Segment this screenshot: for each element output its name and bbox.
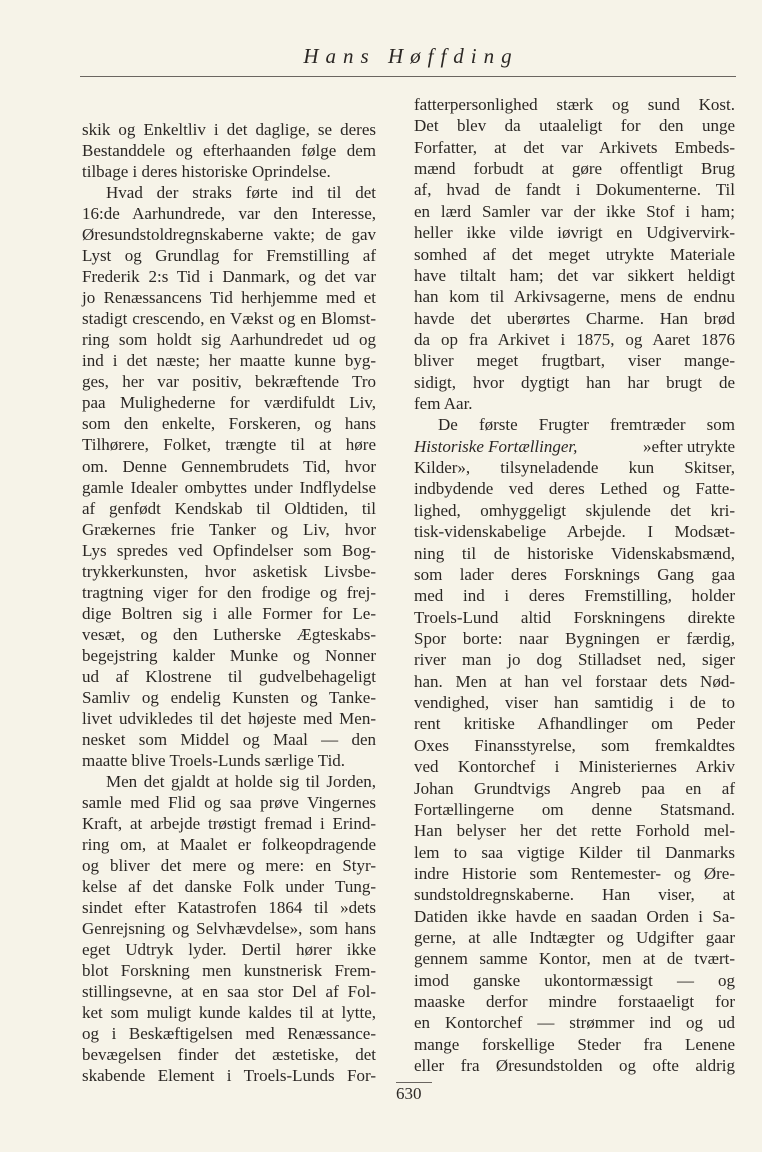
text-line: af, hvad de fandt i Dokumenterne. Til (414, 180, 735, 200)
text-line: kelse af det danske Folk under Tung- (82, 877, 376, 897)
text-line: skabende Element i Troels-Lunds For- (82, 1066, 376, 1086)
text-line: somhed af det meget utrykte Materiale (414, 244, 735, 264)
text-line: Grækernes frie Tanker og Liv, hvor (82, 519, 376, 539)
text-line: ket som muligt kunde kaldes til at lytte, (82, 1003, 376, 1023)
text-line: heller ikke vilde iøvrigt en Udgivervirk- (414, 223, 735, 243)
text-line: livet udvikledes til det højeste med Men- (82, 708, 376, 728)
text-line: 16:de Aarhundrede, var den Interesse, (82, 204, 376, 224)
text-line: eget Udtryk lyder. Dertil hører ikke (82, 940, 376, 960)
text-line: Øresundstoldregnskaberne vakte; de gav (82, 225, 376, 245)
text-line: Han belyser her det rette Forhold mel- (414, 821, 735, 841)
text-line: Oxes Finansstyrelse, som fremkaldtes (414, 735, 735, 755)
text-line: lem to saa vigtige Kilder til Danmarks (414, 842, 735, 862)
text-line: ud af Klostrene til gudvelbehageligt (82, 666, 376, 686)
text-line: Lys spredes ved Opfindelser som Bog- (82, 540, 376, 560)
text-line: dige Boltren sig i alle Former for Le- (82, 603, 376, 623)
text-line: Spor borte: naar Bygningen er færdig, (414, 628, 735, 648)
text-line: skik og Enkeltliv i det daglige, se deres (82, 120, 376, 139)
text-line: bliver meget frugtbart, viser mange- (414, 351, 735, 371)
text-line: river man jo dog Stilladset ned, siger (414, 650, 735, 670)
text-line: maaske derfor mindre forstaaeligt for (414, 992, 735, 1012)
text-line: han kom til Arkivsagerne, mens de endnu (414, 287, 735, 307)
text-line: tragtning viger for den frodige og frej- (82, 582, 376, 602)
text-line: ind i det næste; her maatte kunne byg- (82, 351, 376, 371)
text-line: og bliver det mere og mere: en Styr- (82, 856, 376, 876)
text-line: om. Denne Gennembrudets Tid, hvor (82, 456, 376, 476)
text-line: ges, her var positiv, bekræftende Tro (82, 372, 376, 392)
text-line: jo Renæssancens Tid herhjemme med et (82, 288, 376, 308)
header-rule (80, 76, 736, 77)
text-line: og i Beskæftigelsen med Renæssance- (82, 1024, 376, 1044)
text-line: ring om, at Maalet er folkeopdragende (82, 835, 376, 855)
text-line: Johan Grundtvigs Angreb paa en af (414, 778, 735, 798)
italic-book-title: Historiske Fortællinger, (414, 436, 578, 456)
text-line: maatte blive Troels-Lunds særlige Tid. (82, 750, 346, 770)
text-line: paa Mulighederne for værdifuldt Liv, (82, 393, 376, 413)
text-line: sidigt, hvor dygtigt han har brugt de (414, 372, 735, 392)
text-line: mange forskellige Steder fra Lenene (414, 1034, 735, 1054)
text-line: Datiden ikke havde en saadan Orden i Sa- (414, 906, 735, 926)
text-line: Hvad der straks førte ind til det (106, 183, 376, 203)
text-line: trykkerkunsten, hvor asketisk Livsbe- (82, 561, 376, 581)
text-line: stadigt crescendo, en Vækst og en Blomst- (82, 309, 376, 329)
text-line: mænd forbudt at gøre offentligt Brug (414, 159, 735, 179)
text-line: Lyst og Grundlag for Fremstilling af (82, 246, 376, 266)
text-line: gerne, at alle Indtægter og Udgifter gaar (414, 928, 735, 948)
text-line: Kraft, at arbejde trøstigt fremad i Erind- (82, 814, 376, 834)
running-header: Hans Høffding (303, 44, 519, 68)
text-line: havde det uberørtes Charme. Han brød (414, 308, 735, 328)
text-line: Samliv og endelig Kunsten og Tanke- (82, 687, 376, 707)
text-line: Det blev da utaaleligt for den unge (414, 116, 735, 136)
text-line: fatterpersonlighed stærk og sund Kost. (414, 95, 735, 114)
text-line: ning til de historiske Videnskabsmænd, (414, 543, 735, 563)
text-line: sindet efter Katastrofen 1864 til »dets (82, 898, 376, 918)
text-line: rent kritiske Afhandlinger om Peder (414, 714, 735, 734)
text-line: Bestanddele og efterhaanden følge dem (82, 141, 376, 161)
text-line: ved Kontorchef i Ministeriernes Arkiv (414, 757, 735, 777)
text-line: have tiltalt ham; det var sikkert heldigt (414, 265, 735, 285)
text-line: Frederik 2:s Tid i Danmark, og det var (82, 267, 376, 287)
text-line (414, 436, 735, 457)
left-column (82, 119, 376, 1086)
text-line: han. Men at han vel forstaar dets Nød- (414, 671, 735, 691)
text-line: som lader deres Forsknings Gang gaa (414, 564, 735, 584)
text-line: vesæt, og den Lutherske Ægteskabs- (82, 624, 376, 644)
text-line: Troels-Lund altid Forskningens direkte (414, 607, 735, 627)
text-line: sundstoldregnskaberne. Han viser, at (414, 885, 735, 905)
text-fragment: »efter utrykte (642, 436, 735, 456)
text-line: fem Aar. (414, 394, 473, 414)
text-line: en lærd Samler var der ikke Stof i ham; (414, 201, 735, 221)
text-line: begejstring kalder Munke og Nonner (82, 645, 376, 665)
text-line: samle med Flid og saa prøve Vingernes (82, 793, 376, 812)
text-line: af genfødt Kendskab til Oldtiden, til (82, 498, 376, 518)
text-line: Tilhørere, Folket, trængte til at høre (82, 435, 376, 455)
text-line: eller fra Øresundstolden og ofte aldrig (414, 1056, 735, 1076)
text-line: med ind i deres Fremstilling, holder (414, 586, 735, 606)
text-line: indre Historie som Rentemester- og Øre- (414, 863, 735, 883)
text-line: da op fra Arkivet i 1875, og Aaret 1876 (414, 329, 735, 349)
text-line: Genrejsning og Selvhævdelse», som hans (82, 919, 376, 939)
text-line: Men det gjaldt at holde sig til Jorden, (106, 771, 376, 791)
text-line: Kilder», tilsyneladende kun Skitser, (414, 458, 735, 478)
text-line: bevægelsen finder det æstetiske, det (82, 1045, 376, 1065)
text-line: indbydende ved deres Lethed og Fatte- (414, 479, 735, 499)
text-line: lighed, omhyggeligt skjulende det kri- (414, 500, 735, 520)
text-line: som den enkelte, Forskeren, og hans (82, 414, 376, 434)
text-line: tisk-videnskabelige Arbejde. I Modsæt- (414, 522, 735, 542)
text-line: gennem samme Kontor, men at de tvært- (414, 949, 735, 969)
text-line: Fortællingerne om denne Statsmand. (414, 799, 735, 819)
text-line: stillingsevne, at en saa stor Del af Fol- (82, 982, 376, 1002)
text-line: Forfatter, at det var Arkivets Embeds- (414, 137, 735, 157)
text-line: tilbage i deres historiske Oprindelse. (82, 162, 331, 182)
page-number: 630 (396, 1084, 422, 1103)
text-line: nesket som Middel og Maal — den (82, 729, 376, 749)
page-number-rule (396, 1082, 432, 1083)
right-column (414, 94, 735, 1077)
text-line: De første Frugter fremtræder som (438, 415, 735, 435)
text-line: blot Forskning men kunstnerisk Frem- (82, 961, 376, 981)
text-line: vendighed, viser han samtidig i de to (414, 693, 735, 713)
text-line: en Kontorchef — strømmer ind og ud (414, 1013, 735, 1033)
text-line: imod ganske ukontormæssigt — og (414, 970, 735, 990)
text-line: ring som holdt sig Aarhundredet ud og (82, 330, 376, 350)
text-line: gamle Idealer ombyttes under Indflydelse (82, 477, 376, 497)
